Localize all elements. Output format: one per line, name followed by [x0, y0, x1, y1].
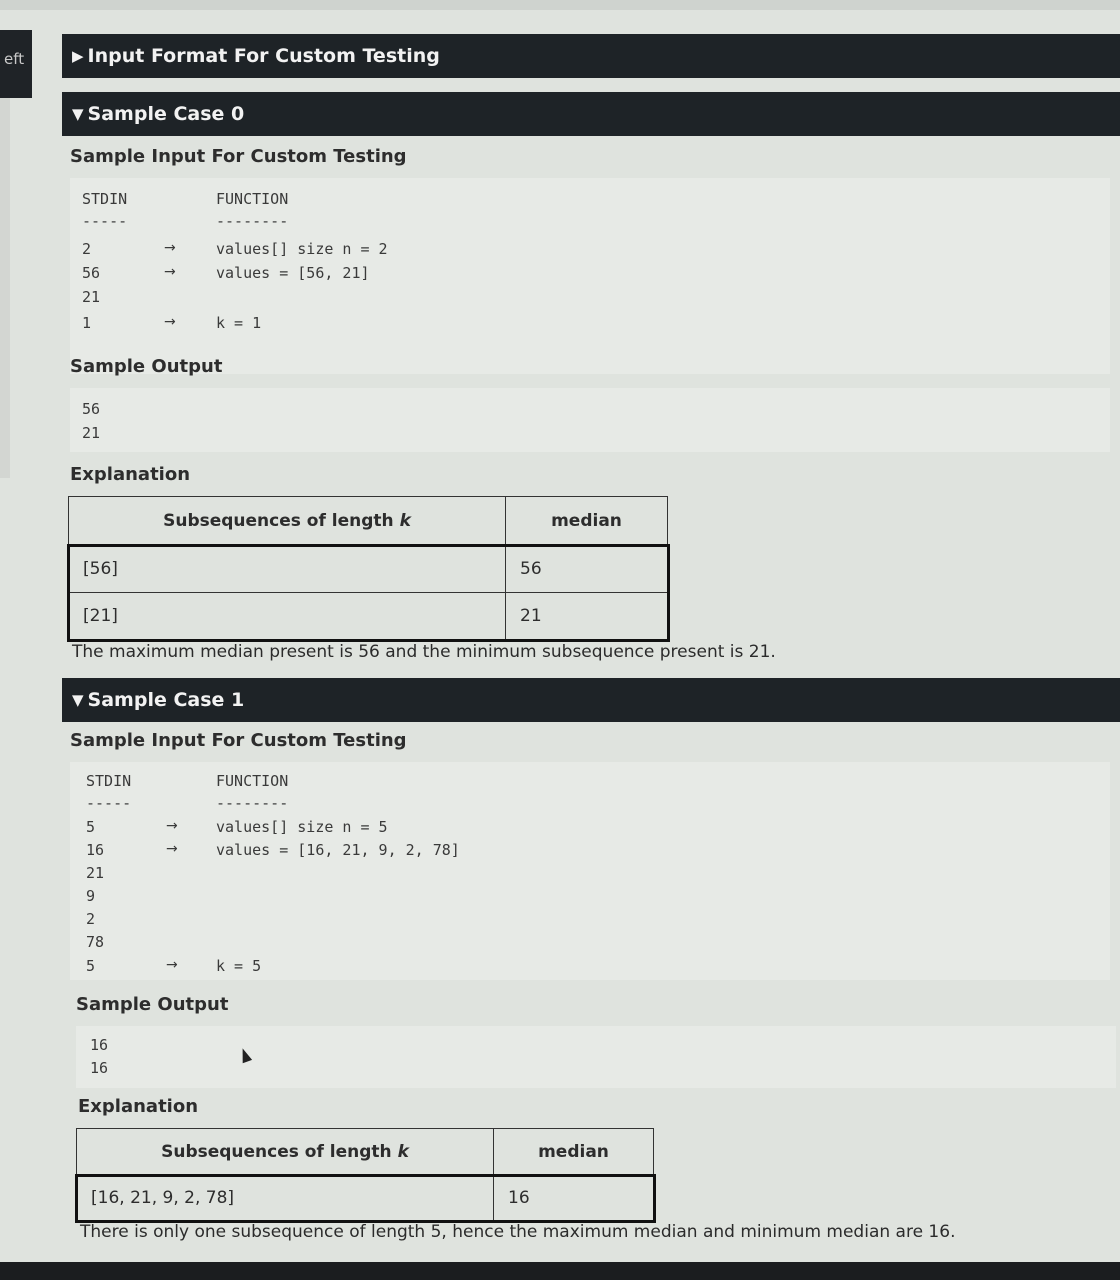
- arrow-icon: →: [166, 818, 178, 834]
- output-line: 16: [90, 1059, 109, 1077]
- arrow-icon: →: [166, 841, 178, 857]
- function-text: values = [56, 21]: [216, 264, 370, 282]
- stdin-value: 5: [86, 957, 96, 975]
- stdin-value: 16: [86, 841, 105, 859]
- left-pane-label: eft: [4, 50, 25, 68]
- explanation-table: [76, 1128, 654, 1221]
- arrow-icon: →: [164, 264, 176, 280]
- median-column-header: median: [506, 497, 668, 546]
- sample-case-title: Sample Case 0: [87, 103, 245, 125]
- problem-content: [62, 32, 1120, 1280]
- subseq-cell: [16, 21, 9, 2, 78]: [77, 1176, 494, 1221]
- stdin-value: 2: [82, 240, 92, 258]
- triangle-down-icon: ▼: [72, 105, 84, 123]
- subseq-cell: [56]: [69, 546, 506, 593]
- table-header-row: [77, 1129, 654, 1176]
- table-row: [77, 1176, 654, 1221]
- subseq-column-header: Subsequences of length k: [69, 497, 506, 546]
- triangle-right-icon: ▶: [72, 47, 84, 65]
- sample-output-label: Sample Output: [70, 356, 223, 377]
- sample-case-0-header[interactable]: [62, 92, 1120, 136]
- input-format-title: Input Format For Custom Testing: [87, 45, 440, 67]
- left-pane[interactable]: [0, 30, 32, 98]
- sample-case-title: Sample Case 1: [87, 689, 245, 711]
- explanation-label: Explanation: [78, 1096, 199, 1117]
- explanation-summary: There is only one subsequence of length 5, hence the maximum median and minimum median are 16.: [80, 1222, 956, 1242]
- function-header: FUNCTION: [216, 772, 289, 790]
- stdin-rule: -----: [82, 212, 128, 230]
- arrow-icon: →: [164, 240, 176, 256]
- function-text: values[] size n = 2: [216, 240, 388, 258]
- function-text: values = [16, 21, 9, 2, 78]: [216, 841, 460, 859]
- table-header-row: [69, 497, 668, 546]
- median-column-header: median: [494, 1129, 654, 1176]
- function-text: values[] size n = 5: [216, 818, 388, 836]
- sample-input-block: [70, 762, 1110, 980]
- subseq-cell: [21]: [69, 593, 506, 640]
- function-header: FUNCTION: [216, 190, 289, 208]
- triangle-down-icon: ▼: [72, 691, 84, 709]
- stdin-value: 5: [86, 818, 96, 836]
- arrow-icon: →: [164, 314, 176, 330]
- table-row: [69, 593, 668, 640]
- top-strip: [0, 0, 1120, 10]
- stdin-value: 21: [82, 288, 101, 306]
- median-cell: 21: [506, 593, 668, 640]
- stdin-value: 1: [82, 314, 92, 332]
- function-rule: --------: [216, 794, 289, 812]
- stdin-value: 2: [86, 910, 96, 928]
- sample-input-block: [70, 178, 1110, 374]
- subseq-column-header: Subsequences of length k: [77, 1129, 494, 1176]
- stdin-value: 78: [86, 933, 105, 951]
- median-cell: 56: [506, 546, 668, 593]
- median-cell: 16: [494, 1176, 654, 1221]
- explanation-table: [68, 496, 668, 640]
- stdin-value: 21: [86, 864, 105, 882]
- sample-input-label: Sample Input For Custom Testing: [70, 146, 407, 167]
- sample-case-1-header[interactable]: [62, 678, 1120, 722]
- function-rule: --------: [216, 212, 289, 230]
- sample-output-block: [76, 1026, 1116, 1088]
- stdin-header: STDIN: [82, 190, 128, 208]
- arrow-icon: →: [166, 957, 178, 973]
- stdin-rule: -----: [86, 794, 132, 812]
- explanation-label: Explanation: [70, 464, 191, 485]
- explanation-summary: The maximum median present is 56 and the minimum subsequence present is 21.: [72, 642, 776, 662]
- output-line: 21: [82, 424, 101, 442]
- input-format-header[interactable]: [62, 34, 1120, 78]
- output-line: 56: [82, 400, 101, 418]
- sample-output-label: Sample Output: [76, 994, 229, 1015]
- left-pane-body: [0, 98, 10, 478]
- bottom-strip: [0, 1262, 1120, 1280]
- sample-input-label: Sample Input For Custom Testing: [70, 730, 407, 751]
- stdin-header: STDIN: [86, 772, 132, 790]
- table-row: [69, 546, 668, 593]
- stdin-value: 56: [82, 264, 101, 282]
- sample-output-block: [70, 388, 1110, 452]
- output-line: 16: [90, 1036, 109, 1054]
- function-text: k = 5: [216, 957, 262, 975]
- function-text: k = 1: [216, 314, 262, 332]
- stdin-value: 9: [86, 887, 96, 905]
